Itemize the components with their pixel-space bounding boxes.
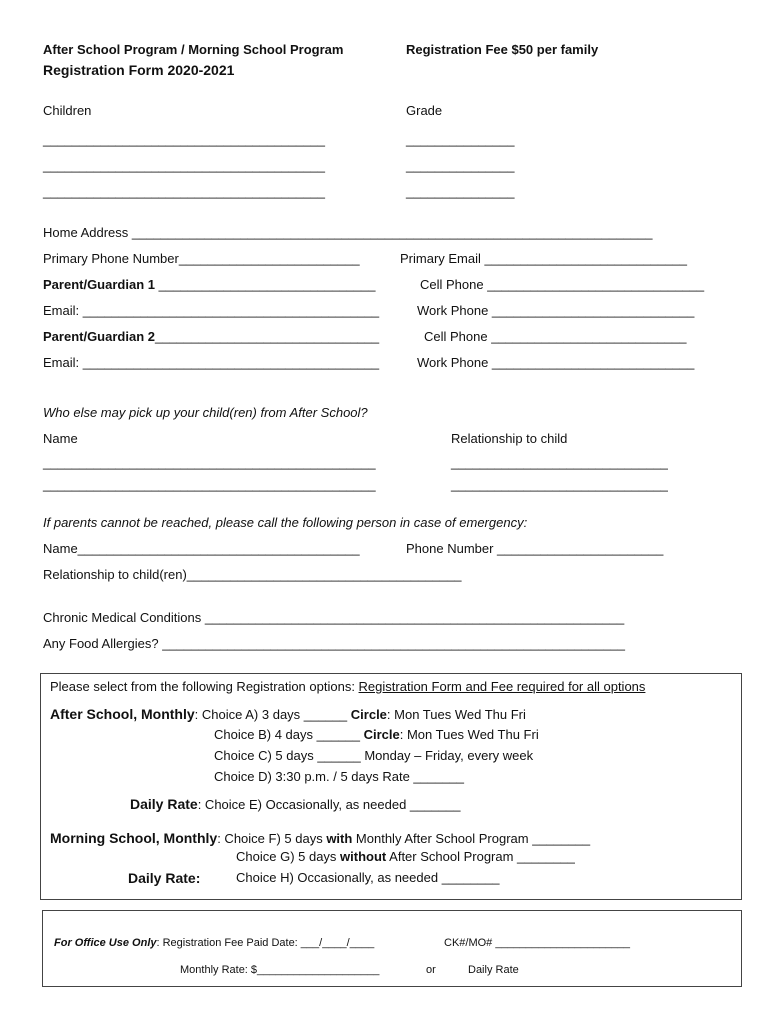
monthly-rate-field[interactable]: Monthly Rate: $____________________	[180, 964, 380, 976]
after-school-label: After School, Monthly	[50, 706, 195, 722]
choice-g-row	[236, 849, 575, 864]
guardian1-label: Parent/Guardian 1	[43, 277, 155, 292]
or-label: or	[426, 964, 436, 976]
emergency-relationship-field[interactable]: Relationship to child(ren)______________________________________	[43, 567, 462, 582]
child-name-line-2[interactable]: _______________________________________	[43, 158, 325, 173]
home-address-field[interactable]: Home Address ________________________________________________________________________	[43, 225, 653, 240]
emergency-prompt: If parents cannot be reached, please call the following person in case of emergency:	[43, 515, 528, 530]
options-intro-text: Please select from the following Registration options:	[50, 679, 359, 694]
days-b[interactable]: : Mon Tues Wed Thu Fri	[399, 727, 539, 742]
daily-rate-option[interactable]: Daily Rate	[468, 964, 519, 976]
registration-fee: Registration Fee $50 per family	[406, 42, 599, 57]
choice-d[interactable]: Choice D) 3:30 p.m. / 5 days Rate _______	[214, 769, 465, 784]
guardian1-cell-field[interactable]: Cell Phone ______________________________	[420, 277, 705, 292]
choice-c[interactable]: Choice C) 5 days ______ Monday – Friday, every week	[214, 748, 534, 763]
choice-g-post[interactable]: After School Program ________	[386, 849, 575, 864]
choice-a[interactable]: : Choice A) 3 days ______	[194, 707, 351, 722]
program-title: After School Program / Morning School Program	[43, 42, 344, 57]
grade-label: Grade	[406, 103, 443, 118]
choice-g-without: without	[340, 849, 387, 864]
choice-h[interactable]: Choice H) Occasionally, as needed ________	[236, 870, 500, 885]
guardian1-name-line[interactable]: ______________________________	[158, 277, 376, 292]
primary-phone-field[interactable]: Primary Phone Number_________________________	[43, 251, 360, 266]
guardian2-email-field[interactable]: Email: _________________________________________	[43, 355, 380, 370]
guardian1-email-field[interactable]: Email: _________________________________________	[43, 303, 380, 318]
choice-g-pre[interactable]: Choice G) 5 days	[236, 849, 341, 864]
circle-label-a: Circle	[350, 707, 387, 722]
child-grade-line-1[interactable]: _______________	[406, 132, 515, 147]
choice-a-row	[50, 706, 526, 722]
primary-email-field[interactable]: Primary Email ____________________________	[400, 251, 687, 266]
choice-f-post[interactable]: Monthly After School Program ________	[352, 831, 591, 846]
office-row-1	[54, 937, 374, 949]
guardian2-cell-field[interactable]: Cell Phone ___________________________	[424, 329, 687, 344]
food-allergies-field[interactable]: Any Food Allergies? ________________________________________________________________	[43, 636, 625, 651]
options-intro	[50, 679, 645, 694]
pickup-rel-line-1[interactable]: ______________________________	[451, 455, 668, 470]
options-required-note: Registration Form and Fee required for all options	[358, 679, 646, 694]
child-grade-line-2[interactable]: _______________	[406, 158, 515, 173]
check-mo-field[interactable]: CK#/MO# ______________________	[444, 937, 630, 949]
choice-b-row	[214, 727, 539, 742]
child-name-line-1[interactable]: _______________________________________	[43, 132, 325, 147]
guardian2-name-line[interactable]: _______________________________	[154, 329, 380, 344]
guardian2-work-field[interactable]: Work Phone ____________________________	[417, 355, 695, 370]
morning-school-label: Morning School, Monthly	[50, 830, 218, 846]
circle-label-b: Circle	[363, 727, 400, 742]
daily-rate-label: Daily Rate	[130, 796, 198, 812]
choice-f-with: with	[326, 831, 353, 846]
office-use-label: For Office Use Only	[54, 937, 157, 949]
pickup-question: Who else may pick up your child(ren) from After School?	[43, 405, 368, 420]
guardian2-row	[43, 329, 379, 344]
guardian2-label: Parent/Guardian 2	[43, 329, 155, 344]
pickup-name-label: Name	[43, 431, 78, 446]
choice-f-pre[interactable]: : Choice F) 5 days	[217, 831, 327, 846]
chronic-conditions-field[interactable]: Chronic Medical Conditions __________________________________________________________	[43, 610, 625, 625]
choice-b[interactable]: Choice B) 4 days ______	[214, 727, 364, 742]
days-a[interactable]: : Mon Tues Wed Thu Fri	[386, 707, 526, 722]
choice-e-row	[130, 796, 461, 812]
pickup-relationship-label: Relationship to child	[451, 431, 568, 446]
child-name-line-3[interactable]: _______________________________________	[43, 184, 325, 199]
form-title: Registration Form 2020-2021	[43, 62, 235, 78]
choice-f-row	[50, 830, 590, 846]
guardian1-row	[43, 277, 376, 292]
children-label: Children	[43, 103, 92, 118]
choice-e[interactable]: : Choice E) Occasionally, as needed _______	[197, 797, 461, 812]
emergency-name-field[interactable]: Name_______________________________________	[43, 541, 360, 556]
emergency-phone-field[interactable]: Phone Number _______________________	[406, 541, 664, 556]
daily-rate-label-2: Daily Rate:	[128, 870, 201, 886]
pickup-name-line-2[interactable]: ______________________________________________	[43, 477, 376, 492]
guardian1-work-field[interactable]: Work Phone ____________________________	[417, 303, 695, 318]
pickup-name-line-1[interactable]: ______________________________________________	[43, 455, 376, 470]
fee-paid-date-field[interactable]: : Registration Fee Paid Date: ___/____/____	[156, 937, 375, 949]
child-grade-line-3[interactable]: _______________	[406, 184, 515, 199]
pickup-rel-line-2[interactable]: ______________________________	[451, 477, 668, 492]
